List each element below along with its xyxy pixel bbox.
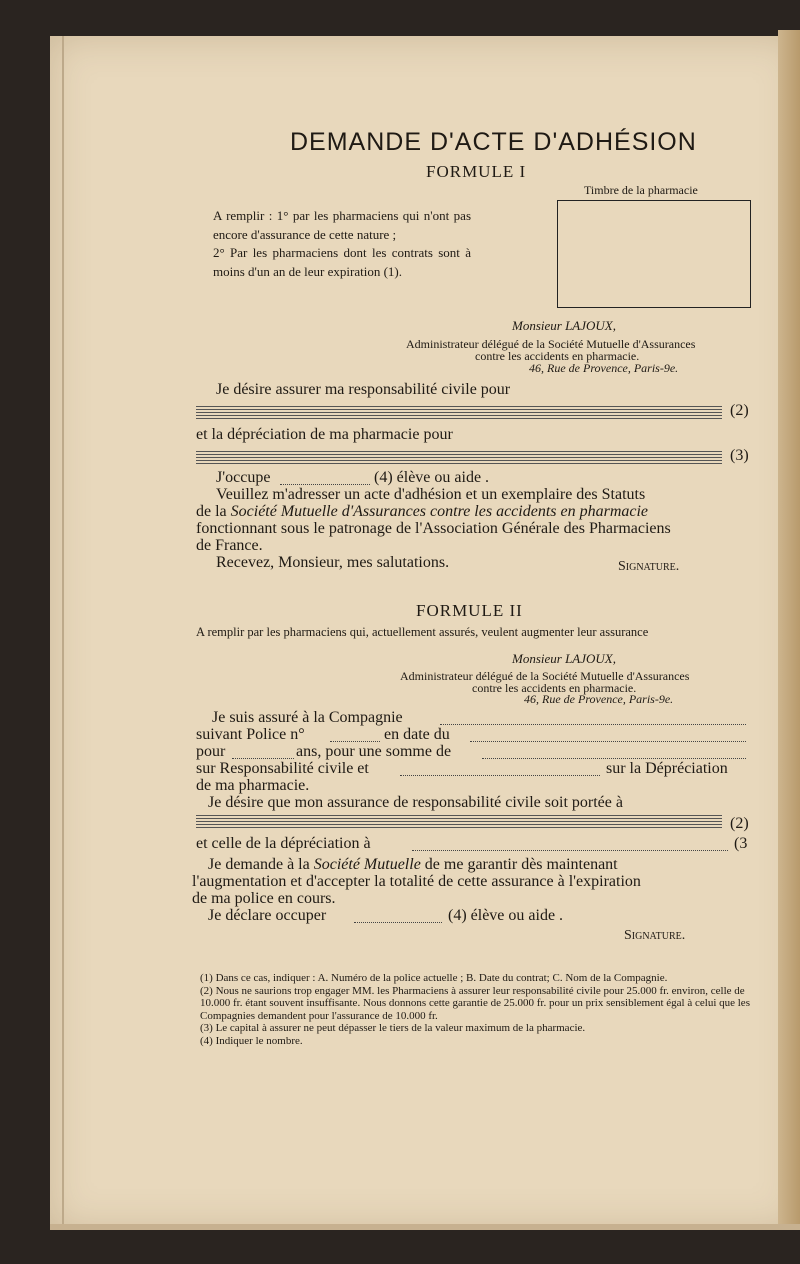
guarantee-line-1 bbox=[208, 856, 618, 874]
formule-2-instructions: A remplir par les pharmaciens qui, actuellement assurés, veulent augmenter leur assurance bbox=[196, 625, 649, 639]
footnote-ref-3: (3) bbox=[730, 447, 749, 464]
compagnie-field[interactable] bbox=[440, 724, 746, 725]
resp-civile-label: Je désire assurer ma responsabilité civile pour bbox=[216, 381, 511, 398]
stamp-label: Timbre de la pharmacie bbox=[584, 183, 698, 197]
compagnie-label: Je suis assuré à la Compagnie bbox=[212, 709, 403, 726]
instruction-1: A remplir : 1° par les pharmaciens qui n'ont pas encore d'assurance de cette nature ; bbox=[213, 208, 471, 242]
instruction-2: 2° Par les pharmaciens dont les contrats sont à moins d'un an de leur expiration (1). bbox=[213, 245, 471, 279]
years-field[interactable] bbox=[232, 758, 294, 759]
declare-tail: (4) élève ou aide . bbox=[448, 907, 564, 924]
increase-dep-label: et celle de la dépréciation à bbox=[196, 835, 371, 852]
society-name: Société Mutuelle d'Assurances contre les accidents en pharmacie bbox=[230, 503, 649, 520]
page-fold bbox=[62, 36, 64, 1230]
footnote-1: (1) Dans ce cas, indiquer : A. Numéro de la police actuelle ; B. Date du contrat; C. Nom de la Compagnie. bbox=[200, 972, 668, 984]
pour-label: pour bbox=[196, 743, 226, 760]
addressee-line-2: contre les accidents en pharmacie. bbox=[475, 349, 640, 363]
request-line-4: de France. bbox=[196, 537, 263, 554]
footnote-4: (4) Indiquer le nombre. bbox=[200, 1034, 303, 1047]
request-line-2 bbox=[196, 503, 648, 521]
occupe-label: J'occupe bbox=[216, 469, 271, 486]
depreciation-label: et la dépréciation de ma pharmacie pour bbox=[196, 426, 453, 443]
page-bottom-edge bbox=[50, 1224, 800, 1230]
request-line-2-a: de la bbox=[196, 503, 231, 520]
occupe-tail: (4) élève ou aide . bbox=[374, 469, 490, 486]
society-short-name: Société Mutuelle bbox=[313, 856, 421, 873]
addressee-name: Monsieur LAJOUX, bbox=[512, 318, 616, 333]
addressee-line-1: Administrateur délégué de la Société Mutuelle d'Assurances bbox=[406, 337, 696, 351]
signature-label-1: Signature. bbox=[618, 559, 680, 574]
addressee-2-line-3: 46, Rue de Provence, Paris-9e. bbox=[524, 692, 674, 706]
somme-field[interactable] bbox=[482, 758, 746, 759]
resp-civile-2-label: sur Responsabilité civile et bbox=[196, 760, 369, 777]
addressee-line-3: 46, Rue de Provence, Paris-9e. bbox=[529, 361, 679, 375]
addressee-2-line-2: contre les accidents en pharmacie. bbox=[472, 681, 637, 695]
increase-resp-label: Je désire que mon assurance de responsabilité civile soit portée à bbox=[208, 794, 623, 811]
adjacent-page-edge bbox=[778, 30, 800, 1230]
formule-1-heading: FORMULE I bbox=[426, 162, 527, 181]
footnote-ref-2b: (2) bbox=[730, 815, 749, 832]
depreciation-field[interactable] bbox=[196, 451, 722, 465]
depreciation-2-label: sur la Dépréciation bbox=[606, 760, 728, 777]
resp-civile-field[interactable] bbox=[196, 406, 722, 420]
request-line-1: Veuillez m'adresser un acte d'adhésion et un exemplaire des Statuts bbox=[216, 486, 646, 503]
page-title: DEMANDE D'ACTE D'ADHÉSION bbox=[290, 128, 697, 156]
date-label: en date du bbox=[384, 726, 450, 743]
footnote-3: (3) Le capital à assurer ne peut dépasser le tiers de la valeur maximum de la pharmacie. bbox=[200, 1022, 586, 1034]
addressee-2-line-1: Administrateur délégué de la Société Mutuelle d'Assurances bbox=[400, 669, 690, 683]
somme-label: ans, pour une somme de bbox=[296, 743, 452, 760]
footnote-2: (2) Nous ne saurions trop engager MM. les Pharmaciens à assurer leur responsabilité civile pour 25.000 fr. environ, celle de 10.000 fr. étant souvent insuffisante. Nous donnons cette garantie de 25.000 fr. pour un prix sensiblement égal à celui que les Compagnies demandent pour l'assurance de 10.000 fr. bbox=[200, 984, 750, 1022]
increase-resp-field[interactable] bbox=[196, 815, 722, 829]
date-field[interactable] bbox=[470, 741, 746, 742]
police-label: suivant Police n° bbox=[196, 726, 305, 743]
occupe-field[interactable] bbox=[280, 484, 370, 485]
guarantee-c: de me garantir dès maintenant bbox=[420, 856, 618, 873]
declare-label: Je déclare occuper bbox=[208, 907, 327, 924]
police-number-field[interactable] bbox=[330, 741, 380, 742]
resp-civile-2-field[interactable] bbox=[400, 775, 600, 776]
pharmacie-line: de ma pharmacie. bbox=[196, 777, 310, 794]
formule-1-instructions bbox=[213, 207, 471, 281]
salutation: Recevez, Monsieur, mes salutations. bbox=[216, 554, 450, 571]
stamp-box[interactable] bbox=[557, 200, 751, 308]
footnotes bbox=[192, 972, 752, 1047]
request-line-3: fonctionnant sous le patronage de l'Association Générale des Pharmaciens bbox=[196, 520, 671, 537]
guarantee-a: Je demande à la bbox=[208, 856, 314, 873]
declare-field[interactable] bbox=[354, 922, 442, 923]
addressee-name-2: Monsieur LAJOUX, bbox=[512, 651, 616, 666]
guarantee-line-3: de ma police en cours. bbox=[192, 890, 336, 907]
increase-dep-field[interactable] bbox=[412, 850, 728, 851]
footnote-ref-2: (2) bbox=[730, 402, 749, 419]
signature-label-2: Signature. bbox=[624, 928, 686, 943]
guarantee-line-2: l'augmentation et d'accepter la totalité de cette assurance à l'expiration bbox=[192, 873, 641, 890]
formule-2-heading: FORMULE II bbox=[416, 601, 523, 620]
footnote-ref-3b: (3 bbox=[734, 835, 748, 852]
